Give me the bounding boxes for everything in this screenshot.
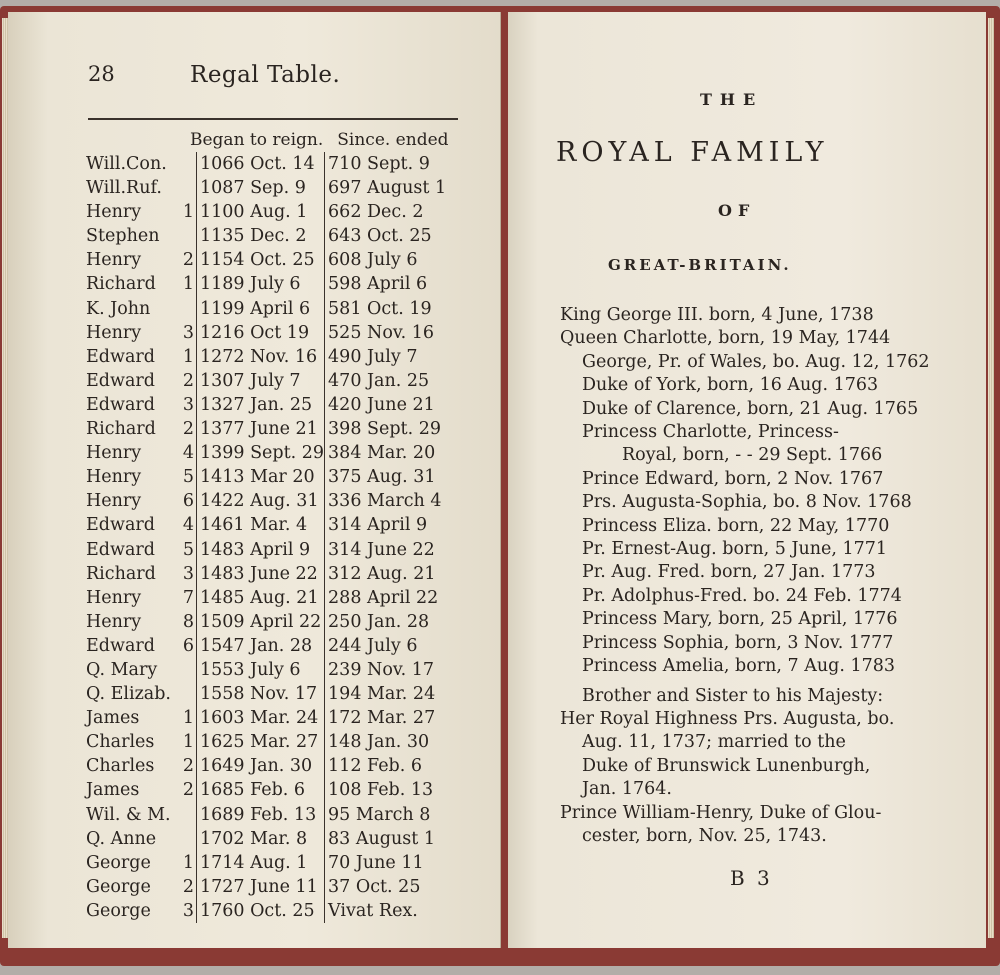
began-to-reign: 1399 Sept. 29 [196, 441, 324, 465]
since-ended: 172 Mar. 27 [325, 706, 466, 730]
table-row [86, 586, 466, 610]
table-row [86, 224, 466, 248]
table-row [86, 658, 466, 682]
list-item: Princess Sophia, born, 3 Nov. 1777 [582, 632, 894, 653]
table-row [86, 538, 466, 562]
table-row [86, 345, 466, 369]
since-ended: 288 April 22 [325, 586, 466, 610]
monarch-number: 5 [182, 467, 194, 488]
since-ended: 112 Feb. 6 [325, 754, 466, 778]
monarch-number: 2 [182, 780, 194, 801]
since-ended: 108 Feb. 13 [325, 778, 466, 802]
royal-family-list [560, 304, 940, 848]
heading-of: OF [718, 201, 756, 220]
monarch-name: Will.Con. [86, 154, 167, 174]
monarch-name: Will.Ruf. [86, 178, 162, 199]
since-ended: 490 July 7 [325, 345, 466, 369]
began-to-reign: 1558 Nov. 17 [196, 682, 324, 706]
list-item: Pr. Aug. Fred. born, 27 Jan. 1773 [582, 562, 876, 583]
table-row [86, 634, 466, 658]
monarch-number [183, 803, 197, 827]
monarch-number [183, 224, 197, 248]
monarch-number [183, 827, 197, 851]
table-row [86, 248, 466, 272]
table-row [86, 562, 466, 586]
began-to-reign: 1087 Sep. 9 [196, 176, 324, 200]
monarch-number: 6 [182, 635, 194, 656]
table-row [86, 682, 466, 706]
monarch-number: 3 [182, 900, 194, 921]
monarch-number [183, 297, 197, 321]
monarch-name: Q. Anne [86, 828, 157, 849]
since-ended: 250 Jan. 28 [325, 610, 466, 634]
since-ended: 239 Nov. 17 [325, 658, 466, 682]
monarch-number: 2 [182, 419, 194, 440]
list-item: Duke of York, born, 16 Aug. 1763 [582, 375, 879, 396]
table-row [86, 706, 466, 730]
since-ended: 643 Oct. 25 [325, 224, 466, 248]
list-item: Aug. 11, 1737; married to the [582, 732, 846, 753]
monarch-number: 6 [182, 491, 194, 512]
began-to-reign: 1189 July 6 [196, 272, 324, 296]
table-row [86, 417, 466, 441]
table-row [86, 393, 466, 417]
monarch-number: 1 [182, 852, 194, 873]
since-ended: 398 Sept. 29 [325, 417, 466, 441]
monarch-name: Richard [86, 563, 156, 584]
monarch-name: Edward [86, 515, 155, 536]
monarch-number [183, 658, 197, 682]
monarch-number [183, 682, 197, 706]
list-item: Princess Amelia, born, 7 Aug. 1783 [582, 656, 896, 677]
began-to-reign: 1603 Mar. 24 [196, 706, 324, 730]
monarch-number: 3 [182, 394, 194, 415]
monarch-name: Charles [86, 756, 155, 777]
list-item: Queen Charlotte, born, 19 May, 1744 [560, 328, 891, 349]
since-ended: 148 Jan. 30 [325, 730, 466, 754]
since-ended: 83 August 1 [325, 827, 466, 851]
signature-mark: B 3 [730, 866, 773, 890]
began-to-reign: 1760 Oct. 25 [196, 899, 324, 923]
monarch-name: Henry [86, 467, 142, 488]
list-item: Princess Eliza. born, 22 May, 1770 [582, 515, 890, 536]
monarch-name: Henry [86, 443, 142, 464]
since-ended: 581 Oct. 19 [325, 297, 466, 321]
began-to-reign: 1327 Jan. 25 [196, 393, 324, 417]
began-to-reign: 1199 April 6 [196, 297, 324, 321]
monarch-name: Charles [86, 732, 155, 753]
since-ended: 95 March 8 [325, 803, 466, 827]
table-row [86, 489, 466, 513]
since-ended: 384 Mar. 20 [325, 441, 466, 465]
table-row [86, 297, 466, 321]
monarch-number: 1 [182, 732, 194, 753]
monarch-number: 3 [182, 322, 194, 343]
list-item: cester, born, Nov. 25, 1743. [582, 825, 827, 846]
monarch-number: 5 [182, 539, 194, 560]
began-to-reign: 1483 June 22 [196, 562, 324, 586]
monarch-number: 1 [182, 274, 194, 295]
table-row [86, 369, 466, 393]
table-row [86, 899, 466, 923]
monarch-number: 2 [182, 876, 194, 897]
running-head: Regal Table. [190, 62, 341, 88]
monarch-name: James [86, 708, 140, 729]
monarch-name: Q. Mary [86, 659, 158, 680]
began-to-reign: 1509 April 22 [196, 610, 324, 634]
table-row [86, 441, 466, 465]
monarch-name: Henry [86, 491, 142, 512]
began-to-reign: 1714 Aug. 1 [196, 851, 324, 875]
heading-the: THE [700, 90, 764, 109]
began-to-reign: 1702 Mar. 8 [196, 827, 324, 851]
since-ended: 525 Nov. 16 [325, 321, 466, 345]
since-ended: 194 Mar. 24 [325, 682, 466, 706]
list-item: Prince Edward, born, 2 Nov. 1767 [582, 468, 884, 489]
table-row [86, 851, 466, 875]
monarch-name: Edward [86, 635, 155, 656]
monarch-name: Edward [86, 539, 155, 560]
since-ended: 37 Oct. 25 [325, 875, 466, 899]
column-headers [190, 130, 449, 150]
began-to-reign: 1100 Aug. 1 [196, 200, 324, 224]
head-rule [88, 118, 458, 120]
began-to-reign: 1066 Oct. 14 [196, 152, 324, 176]
list-item: Prince William-Henry, Duke of Glou- [560, 802, 882, 823]
monarch-name: James [86, 780, 140, 801]
table-row [86, 513, 466, 537]
table-row [86, 827, 466, 851]
table-row [86, 778, 466, 802]
list-item: Duke of Clarence, born, 21 Aug. 1765 [582, 398, 919, 419]
page-number: 28 [88, 62, 115, 86]
monarch-name: Henry [86, 587, 142, 608]
list-item: Brother and Sister to his Majesty: [582, 685, 884, 706]
since-ended: 608 July 6 [325, 248, 466, 272]
monarch-name: Henry [86, 250, 142, 271]
regal-table [86, 152, 466, 923]
page-subtitle: GREAT-BRITAIN. [608, 256, 792, 274]
since-ended: 314 June 22 [325, 538, 466, 562]
page-edges-right [988, 18, 994, 938]
table-row [86, 754, 466, 778]
monarch-name: George [86, 900, 151, 921]
table-row [86, 465, 466, 489]
monarch-name: Q. Elizab. [86, 684, 171, 705]
monarch-name: Stephen [86, 226, 160, 247]
began-to-reign: 1547 Jan. 28 [196, 634, 324, 658]
since-ended: 375 Aug. 31 [325, 465, 466, 489]
began-to-reign: 1154 Oct. 25 [196, 248, 324, 272]
began-to-reign: 1625 Mar. 27 [196, 730, 324, 754]
began-to-reign: 1483 April 9 [196, 538, 324, 562]
monarch-name: Edward [86, 346, 155, 367]
list-item: Her Royal Highness Prs. Augusta, bo. [560, 708, 895, 729]
monarch-name: Henry [86, 202, 142, 223]
list-item: Pr. Adolphus-Fred. bo. 24 Feb. 1774 [582, 585, 902, 606]
since-ended: 70 June 11 [325, 851, 466, 875]
monarch-number: 4 [182, 443, 194, 464]
monarch-number: 3 [182, 563, 194, 584]
table-row [86, 321, 466, 345]
monarch-number: 1 [182, 346, 194, 367]
began-to-reign: 1377 June 21 [196, 417, 324, 441]
since-ended: 312 Aug. 21 [325, 562, 466, 586]
since-ended: 420 June 21 [325, 393, 466, 417]
monarch-name: Richard [86, 419, 156, 440]
monarch-name: George [86, 852, 151, 873]
table-row [86, 152, 466, 176]
monarch-number: 2 [182, 370, 194, 391]
began-to-reign: 1689 Feb. 13 [196, 803, 324, 827]
since-ended: 314 April 9 [325, 513, 466, 537]
began-to-reign: 1307 July 7 [196, 369, 324, 393]
table-row [86, 875, 466, 899]
began-to-reign: 1649 Jan. 30 [196, 754, 324, 778]
monarch-name: Edward [86, 394, 155, 415]
list-item: Royal, born, - - 29 Sept. 1766 [622, 445, 883, 466]
began-to-reign: 1135 Dec. 2 [196, 224, 324, 248]
since-ended: 470 Jan. 25 [325, 369, 466, 393]
monarch-name: Henry [86, 322, 142, 343]
monarch-name: Wil. & M. [86, 804, 171, 825]
monarch-number: 2 [182, 250, 194, 271]
since-ended: 336 March 4 [325, 489, 466, 513]
monarch-number [183, 152, 197, 176]
monarch-name: George [86, 876, 151, 897]
monarch-number: 1 [182, 708, 194, 729]
since-ended: 710 Sept. 9 [325, 152, 466, 176]
table-row [86, 730, 466, 754]
monarch-number: 2 [182, 756, 194, 777]
list-item: Princess Mary, born, 25 April, 1776 [582, 609, 898, 630]
list-item: George, Pr. of Wales, bo. Aug. 12, 1762 [582, 351, 930, 372]
since-ended: 697 August 1 [325, 176, 466, 200]
monarch-number: 1 [182, 202, 194, 223]
began-to-reign: 1485 Aug. 21 [196, 586, 324, 610]
list-item: Prs. Augusta-Sophia, bo. 8 Nov. 1768 [582, 492, 912, 513]
since-ended: Vivat Rex. [325, 899, 466, 923]
monarch-name: K. John [86, 298, 151, 319]
table-row [86, 610, 466, 634]
col-began-header: Began to reign. [190, 130, 324, 150]
table-row [86, 176, 466, 200]
began-to-reign: 1272 Nov. 16 [196, 345, 324, 369]
began-to-reign: 1685 Feb. 6 [196, 778, 324, 802]
began-to-reign: 1216 Oct 19 [196, 321, 324, 345]
monarch-number: 7 [182, 587, 194, 608]
list-item: King George III. born, 4 June, 1738 [560, 305, 874, 325]
since-ended: 598 April 6 [325, 272, 466, 296]
page-title: ROYAL FAMILY [556, 137, 829, 168]
list-item: Jan. 1764. [582, 779, 672, 800]
began-to-reign: 1413 Mar 20 [196, 465, 324, 489]
col-since-header: Since. ended [337, 130, 449, 150]
list-item: Duke of Brunswick Lunenburgh, [582, 755, 871, 776]
table-row [86, 803, 466, 827]
monarch-number [183, 176, 197, 200]
monarch-name: Edward [86, 370, 155, 391]
list-item: Pr. Ernest-Aug. born, 5 June, 1771 [582, 539, 888, 560]
began-to-reign: 1422 Aug. 31 [196, 489, 324, 513]
table-row [86, 272, 466, 296]
monarch-number: 8 [182, 611, 194, 632]
monarch-name: Henry [86, 611, 142, 632]
began-to-reign: 1461 Mar. 4 [196, 513, 324, 537]
began-to-reign: 1727 June 11 [196, 875, 324, 899]
since-ended: 662 Dec. 2 [325, 200, 466, 224]
since-ended: 244 July 6 [325, 634, 466, 658]
monarch-name: Richard [86, 274, 156, 295]
monarch-number: 4 [182, 515, 194, 536]
list-item: Princess Charlotte, Princess- [582, 422, 839, 443]
began-to-reign: 1553 July 6 [196, 658, 324, 682]
table-row [86, 200, 466, 224]
